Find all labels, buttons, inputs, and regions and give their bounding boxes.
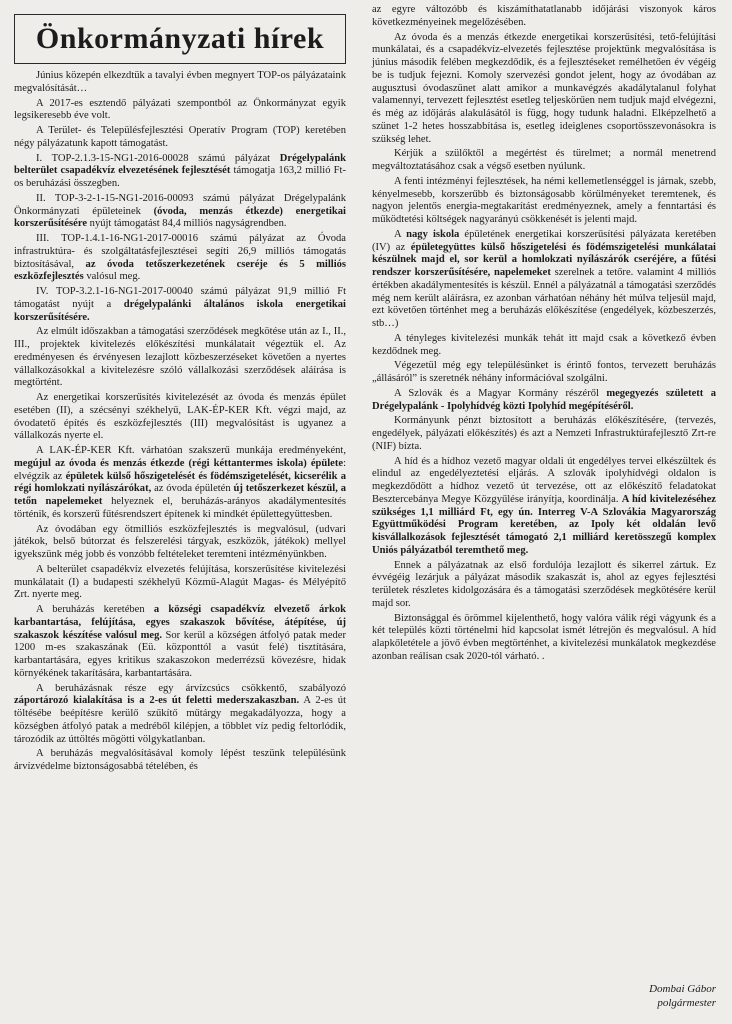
page-title: Önkormányzati hírek (35, 22, 325, 55)
bold-text: drégelypalánki általános iskola energetikai korszerűsítésére. (14, 298, 346, 323)
paragraph-r3 (372, 148, 716, 174)
text-run: : elvégzik az (14, 457, 346, 482)
bold-text: az óvoda tetőszerkezetének cseréje és 5 milliós eszközfejlesztés (14, 258, 347, 283)
paragraph-l2 (14, 98, 346, 124)
paragraph-r1 (372, 4, 716, 30)
paragraph-r11 (372, 560, 716, 611)
bold-text: (óvoda, menzás étkezde) energetikai korszerűsítésére (14, 205, 346, 230)
text-run: III. TOP-1.4.1-16-NG1-2017-00016 számú pályázat az Óvoda infrastruktúra- és szolgáltatásfejlesztései segíti 26,9 milliós támogatás biztosításával, (14, 233, 346, 270)
text-run: A Szlovák és a Magyar Kormány részéről (394, 387, 607, 399)
paragraph-r8 (372, 388, 716, 414)
text-run: valósul meg. (83, 271, 141, 283)
signature (649, 982, 716, 1010)
paragraph-l12 (14, 564, 346, 602)
text-run: A 2-es út töltésébe beépítésre kerülő szűkítő műtárgy megakadályozza, hogy a községben átfolyó patak a medréből kilépjen, a többlet víz pedig feltorlódik, tározódik az úttöltés mögötti völgykatlanban. (14, 695, 346, 745)
title-box (14, 14, 346, 64)
paragraph-r4 (372, 176, 716, 227)
text-run: Biztonsággal és örömmel kijelenthető, hogy valóra válik régi vágyunk és a két település közti történelmi híd kapcsolat ismét létrejön és megvalósul. A híd alapkőletétele a jövő évben megtörténhet, a kivitelezési munkálatok megkezdése azonban reálisan csak 2020-tól várható. . (372, 612, 716, 662)
text-run: A 2017-es esztendő pályázati szempontból az Önkormányzat egyik legsikeresebb éve volt. (14, 97, 346, 122)
bold-text: megújul az óvoda és menzás étkezde (régi kéttantermes iskola) épülete (14, 457, 344, 469)
paragraph-l11 (14, 524, 346, 562)
paragraph-r9 (372, 415, 716, 453)
bold-text: záportározó kialakítása is a 2-es út feletti mederszakaszban. (14, 695, 300, 707)
signature-role: polgármester (657, 997, 716, 1009)
text-run: Végezetül még egy településünket is érintő fontos, tervezett beruházás „állásáról” is szeretnék néhány információval szolgálni. (372, 360, 716, 384)
bold-text: A híd kivitelezéséhez szükséges 1,1 milliárd Ft, egy ún. Interreg V-A Szlovákia Magyarország Együttműködési Program keretében, az Ipoly két oldalán levő kisvállalkozások fejlesztését támogató 2,1 milliárd keretösszegű komplex Uniós pályázatból teremthető meg. (372, 493, 716, 556)
text-run: A beruházás megvalósításával komoly lépést teszünk településünk árvízvédelme biztonságosabbá tételében, és (14, 748, 346, 772)
paragraph-l10 (14, 445, 346, 522)
text-run: nyújt támogatást 84,4 milliós nagyságrendben. (87, 218, 287, 230)
text-run: IV. TOP-3.2.1-16-NG1-2017-00040 számú pályázat 91,9 millió Ft támogatást nyújt a (14, 286, 346, 310)
left-column (14, 70, 346, 776)
text-run: épületének energetikai korszerűsítési pályázata keretében (IV) az (372, 228, 716, 253)
text-run: II. TOP-3-2-1-15-NG1-2016-00093 számú pályázat Drégelypalánk Önkormányzati épületeinek (14, 192, 346, 217)
text-run: A (394, 228, 407, 240)
text-run: Kérjük a szülőktől a megértést és türelmet; a normál menetrend megváltoztatásához csak a végső esetben nyúlunk. (372, 148, 716, 172)
text-run: támogatja 163,2 millió Ft-os beruházási összegben. (14, 165, 346, 189)
paragraph-l14 (14, 683, 346, 747)
text-run: I. TOP-2.1.3-15-NG1-2016-00028 számú pályázat (36, 152, 280, 164)
paragraph-r7 (372, 360, 716, 386)
bold-text: épületek külső hőszigetelését és födémszigetelését, kicserélik a régi homlokzati nyílászárókat, (14, 470, 346, 495)
text-run: Június közepén elkezdtük a tavalyi évben megnyert TOP-os pályázataink megvalósítását… (14, 70, 346, 94)
paragraph-l5 (14, 193, 346, 231)
paragraph-l8 (14, 326, 346, 390)
bold-text: épületegyüttes külső hőszigetelési és födémszigetelési munkálatai készülnek majd el, sor kerül a homlokzati nyílászárók cseréjére, a fűtési rendszer korszerűsítésére, napelemeket (372, 241, 716, 278)
paragraph-l15 (14, 748, 346, 774)
bold-text: a községi csapadékvíz elvezető árkok karbantartása, felújítása, egyes szakaszok bővítése, átépítése, új szakaszok készítése valósul meg. (14, 604, 346, 641)
text-run: Az óvoda és a menzás étkezde energetikai korszerűsítési, tető-felújítási munkálatai, és a csapadékvíz-elvezetés fejlesztése projektünk megvalósítása is június második felében megkezdődik, és a fejlesztéseket remélhetően év végéig be is tudjuk fejezni. Komoly szervezési gondot jelent, hogy az óvodában az augusztusi óvodaszünet alatt amikor a munkavégzés akadálytalanul folyhat valamennyi, tervezett fejlesztést esetleg teljeskörűen nem tudjuk majd elvégezni, és még az időjárás alakulásától is függ, hogy tudunk haladni. Elképzelhető a szünet 1-2 hetes hosszabbítása is, esetleg ideiglenes csoportösszevonásokra is szükség lehet. (372, 31, 716, 145)
paragraph-l1 (14, 70, 346, 96)
text-run: A beruházás keretében (36, 604, 154, 615)
text-run: A híd és a hídhoz vezető magyar oldali út engedélyes tervei elkészültek és elindul az engedélyeztetési eljárás. A szlovák ipolyhídvégi oldalon is megkezdődött a hídhoz vezető út tervezése, ott az előkészítő feladatokat Besztercebánya Megye Közgyűlése irányítja, koordinálja. (372, 455, 716, 505)
text-run: A LAK-ÉP-KER Kft. várhatóan szakszerű munkája eredményeként, (36, 445, 346, 456)
paragraph-r12 (372, 613, 716, 664)
text-run: Kormányunk pénzt biztosított a beruházás előkészítésére, (tervezés, engedélyek, pályázati előkészítés) és azt a Nemzeti Infrastruktúrafejlesztő Zrt-re (NIF) bízta. (372, 415, 716, 452)
right-column (372, 4, 716, 666)
text-run: szerelnek a tetőre. valamint 4 milliós értékben akadálymentesítés is készül. Ennél a pályázatnál a támogatási szerződés még nem került aláírásra, ez azonban várhatóan néhány hét múlva teljesül majd, ezt követően történhet meg a beruházás előkészítése (engedélyek, közbeszerzés, stb…) (372, 267, 716, 329)
text-run: az egyre változóbb és kiszámíthatatlanabb időjárási viszonyok káros következményeinek megelőzésében. (372, 4, 716, 28)
paragraph-r6 (372, 333, 716, 359)
paragraph-l7 (14, 286, 346, 324)
text-run: A Terület- és Településfejlesztési Operatív Program (TOP) keretében négy pályázatunk kapott támogatást. (14, 125, 346, 149)
paragraph-l9 (14, 392, 346, 443)
paragraph-l6 (14, 233, 346, 284)
text-run: A belterület csapadékvíz elvezetés felújítása, korszerűsítése kivitelezési munkálatait (I) a budapesti székhelyű Közmű-Alagút Magas- és Mélyépítő Zrt. nyerte meg. (14, 563, 346, 601)
paragraph-r2 (372, 32, 716, 147)
bold-text: nagy iskola (406, 228, 460, 240)
text-run: Az óvodában egy ötmilliós eszközfejlesztés is megvalósul, (udvari játékok, belső bútorzat és felszerelési tárgyak, eszközök, játékok) mellyel igyekszünk még jobb és vonzóbb feltételeket teremteni intézményünkben. (14, 523, 346, 560)
text-run: Ennek a pályázatnak az első fordulója lezajlott és sikerrel zártuk. Ez évvégéig lezárjuk a pályázat második szakaszát is, ahol az egyes fejlesztési területek részletes kidolgozására és a támogatási szerződések megkötésére kerül majd sor. (372, 559, 716, 609)
paragraph-l3 (14, 125, 346, 151)
paragraph-r5 (372, 229, 716, 331)
paragraph-l4 (14, 153, 346, 191)
text-run: Az elmúlt időszakban a támogatási szerződések megkötése után az I., II., III., projektek kivitelezés előkészítési munkálatait végeztük el. Az eredményesen és érvényesen lezajlott közbeszerzéseket követően a nyertes vállalkozásokkal a kivitelezésre szóló vállalkozási szerződések aláírása is megtörtént. (14, 326, 346, 389)
signature-name: Dombai Gábor (649, 983, 716, 995)
text-run: A beruházásnak része egy árvízcsúcs csökkentő, szabályozó (36, 682, 346, 694)
text-run: Sor kerül a községen átfolyó patak meder 1200 m-es szakaszának (Eü. központtól a vasút felé) tisztítására, karbantartására, egyes kritikus szakaszokon mederrézsű kövezésre, hidak környékének takarítására, karbantartására. (14, 629, 346, 679)
text-run: az óvoda épületén (151, 483, 234, 495)
bold-text: új tetőszerkezet készül, a tetőn napelemeket (14, 483, 346, 507)
bold-text: Drégelypalánk belterület csapadékvíz elvezetésének fejlesztését (14, 152, 346, 177)
text-run: A tényleges kivitelezési munkák tehát itt majd csak a következő évben kezdődnek meg. (372, 332, 716, 357)
text-run: helyeznek el, beruházás-arányos akadálymentesítés történik, és korszerű fűtésrendszert építenek ki mindkét épülettegyüttesben. (14, 496, 346, 520)
text-run: A fenti intézményi fejlesztések, ha némi kellemetlenséggel is járnak, szebb, kényelmesebb, korszerűbb és biztonságosabb körülményeket teremtenek, és nagyon jelentős energia-megtakarítást eredményeznek, amely a fenntartási és működtetési költségek nagyarányú csökkenését is jelenti majd. (372, 175, 716, 225)
bold-text: megegyezés született a Drégelypalánk - Ipolyhídvég közti Ipolyhíd megépítéséről. (372, 387, 716, 412)
text-run: Az energetikai korszerűsítés kivitelezését az óvoda és menzás épület esetében (II), a szécsényi székhelyű, LAK-ÉP-KER Kft. végzi majd, az óvodatető építés és eszközfejlesztés (III) megvalósítást is ugyanez a vállalkozás nyerte el. (14, 392, 346, 442)
paragraph-r10 (372, 456, 716, 558)
paragraph-l13 (14, 604, 346, 681)
